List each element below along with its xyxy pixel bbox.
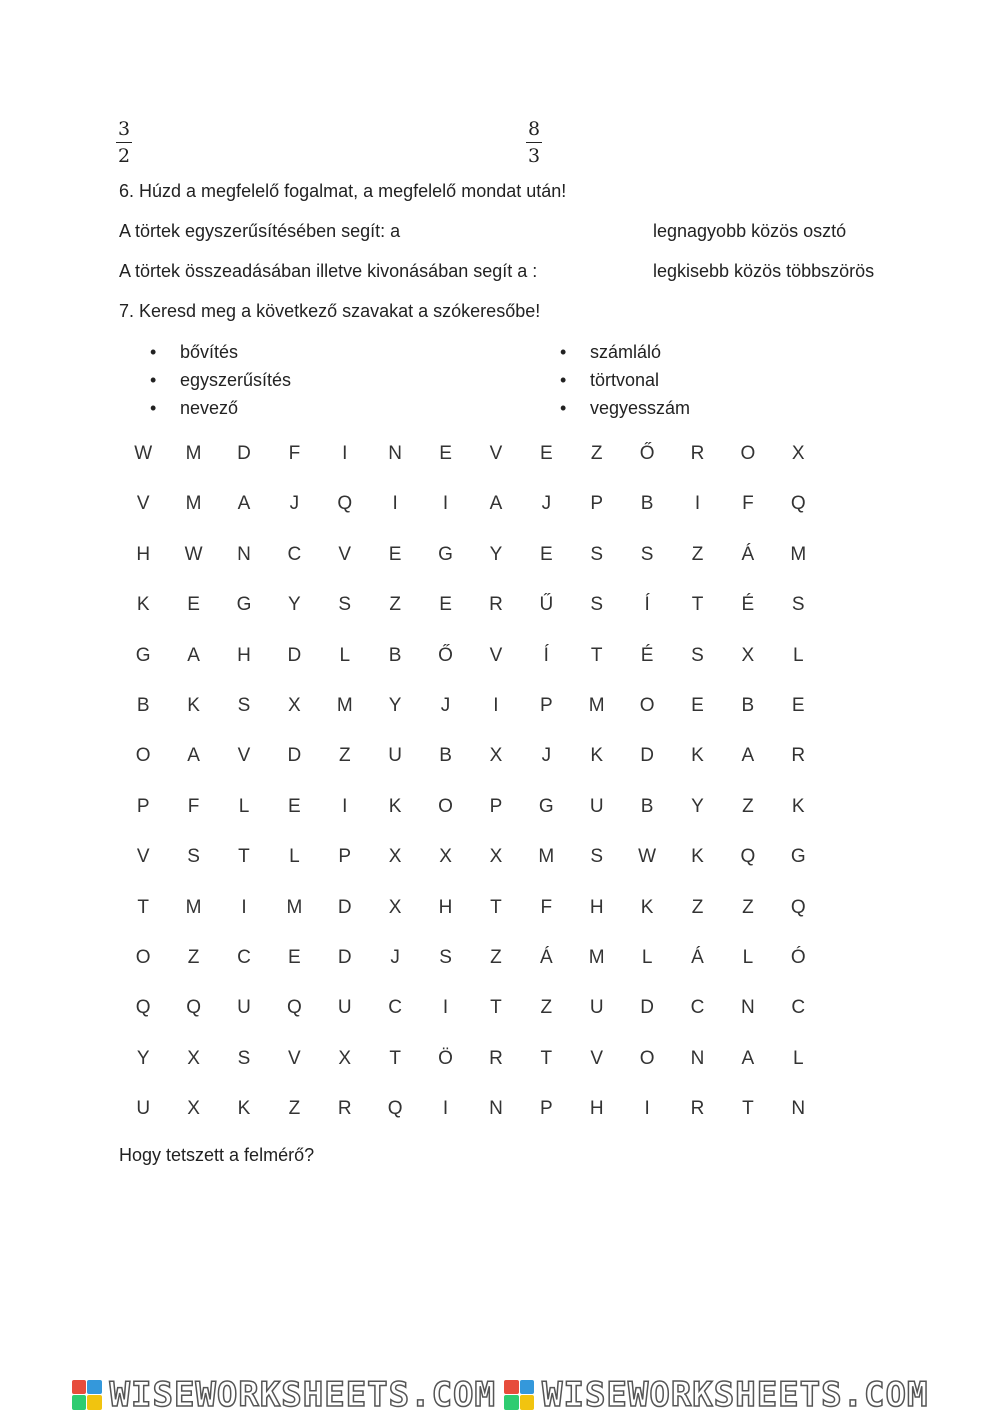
grid-cell[interactable]: W — [184, 543, 203, 565]
task7-title: 7. Keresd meg a következő szavakat a szókeresőbe! — [119, 301, 541, 321]
grid-cell[interactable]: D — [337, 946, 352, 968]
grid-cell[interactable]: Z — [187, 946, 200, 968]
task6-sentence-1: A törtek egyszerűsítésében segít: a — [119, 221, 401, 241]
grid-cell[interactable]: A — [187, 745, 200, 767]
grid-cell[interactable]: Q — [740, 846, 756, 868]
grid-cell[interactable]: M — [588, 946, 605, 968]
grid-cell[interactable]: V — [489, 644, 503, 666]
grid-cell[interactable]: I — [493, 694, 499, 716]
grid-cell[interactable]: O — [740, 443, 756, 464]
grid-cell[interactable]: X — [388, 896, 402, 918]
grid-cell[interactable]: X — [288, 694, 301, 716]
word-search-grid[interactable] — [118, 436, 823, 1141]
grid-cell[interactable]: V — [237, 745, 251, 767]
grid-cell[interactable]: G — [236, 594, 252, 616]
grid-cell[interactable]: E — [187, 594, 200, 616]
grid-cell[interactable]: K — [590, 745, 604, 767]
grid-cell[interactable]: Q — [790, 493, 806, 515]
grid-cell[interactable]: Q — [186, 997, 201, 1019]
grid-cell[interactable]: S — [590, 846, 604, 868]
grid-cell[interactable]: N — [791, 1098, 806, 1120]
grid-cell[interactable]: I — [392, 493, 398, 515]
grid-cell[interactable]: Í — [543, 644, 549, 666]
task6-answer-2[interactable]: legkisebb közös többszörös — [653, 261, 875, 281]
grid-cell[interactable]: O — [438, 795, 453, 817]
grid-cell[interactable]: G — [538, 795, 554, 817]
grid-cell[interactable]: O — [135, 745, 151, 767]
grid-row — [118, 587, 823, 637]
grid-cell[interactable]: X — [741, 644, 755, 666]
grid-row — [118, 486, 823, 536]
grid-cell[interactable]: Z — [742, 795, 754, 817]
grid-cell[interactable]: A — [237, 493, 251, 515]
wise-logo-icon — [72, 1380, 102, 1410]
grid-cell[interactable]: S — [791, 594, 805, 616]
grid-cell[interactable]: Y — [388, 694, 402, 716]
grid-cell[interactable]: Z — [490, 946, 502, 968]
grid-cell[interactable]: K — [640, 896, 654, 918]
grid-cell[interactable]: T — [691, 594, 704, 616]
grid-row — [118, 688, 823, 738]
fraction-3-2 — [116, 118, 132, 167]
closing-question: Hogy tetszett a felmérő? — [119, 1145, 315, 1165]
grid-cell[interactable]: J — [541, 745, 552, 767]
grid-row — [118, 638, 823, 688]
grid-cell[interactable]: Q — [135, 997, 151, 1019]
grid-cell[interactable]: Ő — [639, 443, 655, 464]
grid-row — [118, 738, 823, 788]
grid-cell[interactable]: Q — [790, 896, 806, 918]
grid-cell[interactable]: X — [489, 846, 503, 868]
grid-cell[interactable]: C — [791, 997, 806, 1019]
grid-cell[interactable]: R — [489, 594, 503, 616]
grid-cell[interactable]: C — [237, 946, 251, 968]
grid-cell[interactable]: S — [187, 846, 200, 868]
wise-logo-icon — [504, 1380, 534, 1410]
grid-cell[interactable]: I — [644, 1098, 650, 1120]
grid-cell[interactable]: S — [338, 594, 352, 616]
grid-cell[interactable]: T — [490, 997, 502, 1019]
grid-cell[interactable]: J — [541, 493, 552, 515]
grid-cell[interactable]: K — [136, 594, 150, 616]
grid-cell[interactable]: S — [237, 694, 251, 716]
grid-cell[interactable]: Z — [691, 896, 704, 918]
grid-cell[interactable]: X — [489, 745, 503, 767]
grid-cell[interactable]: I — [694, 493, 701, 515]
grid-cell[interactable]: K — [388, 795, 402, 817]
grid-cell[interactable]: S — [590, 594, 604, 616]
list-item: • törtvonal — [560, 366, 690, 394]
grid-cell[interactable]: B — [741, 694, 755, 716]
grid-cell[interactable]: T — [540, 1047, 553, 1069]
grid-cell[interactable]: N — [388, 443, 403, 464]
grid-cell[interactable]: P — [338, 846, 352, 868]
grid-cell[interactable]: B — [136, 694, 150, 716]
grid-cell[interactable]: G — [438, 543, 453, 565]
grid-cell[interactable]: D — [640, 997, 654, 1019]
grid-cell[interactable]: N — [237, 543, 251, 565]
grid-cell[interactable]: J — [390, 946, 400, 968]
word-list-right — [560, 338, 690, 422]
grid-cell[interactable]: Á — [741, 543, 755, 565]
grid-row — [118, 839, 823, 889]
grid-cell[interactable]: H — [589, 896, 604, 918]
grid-row — [118, 940, 823, 990]
grid-cell[interactable]: S — [439, 946, 452, 968]
grid-cell[interactable]: M — [185, 493, 202, 515]
task6-sentence-2: A törtek összeadásában illetve kivonásában segít a : — [119, 261, 538, 281]
grid-cell[interactable]: T — [590, 644, 603, 666]
grid-cell[interactable]: E — [691, 694, 704, 716]
grid-cell[interactable]: K — [237, 1098, 251, 1120]
grid-cell[interactable]: X — [187, 1047, 200, 1069]
grid-cell[interactable]: H — [136, 543, 151, 565]
list-item: • bővítés — [150, 338, 291, 366]
grid-cell[interactable]: X — [791, 443, 805, 464]
grid-cell[interactable]: I — [442, 997, 449, 1019]
grid-cell[interactable]: Ö — [438, 1047, 453, 1069]
list-item: • számláló — [560, 338, 690, 366]
grid-cell[interactable]: R — [489, 1047, 503, 1069]
grid-cell[interactable]: G — [135, 644, 151, 666]
grid-cell[interactable]: B — [388, 644, 402, 666]
grid-row — [118, 436, 823, 486]
grid-cell[interactable]: Ó — [790, 946, 806, 968]
grid-cell[interactable]: X — [439, 846, 452, 868]
grid-cell[interactable]: N — [489, 1098, 503, 1120]
grid-cell[interactable]: T — [490, 896, 502, 918]
grid-row — [118, 1091, 823, 1141]
grid-cell[interactable]: Z — [691, 543, 704, 565]
grid-cell[interactable]: B — [439, 745, 452, 767]
fraction-bar — [116, 142, 132, 143]
grid-cell[interactable]: V — [489, 443, 503, 464]
grid-cell[interactable]: Z — [338, 745, 351, 767]
grid-cell[interactable]: É — [640, 644, 654, 666]
list-item: • vegyesszám — [560, 394, 690, 422]
grid-cell[interactable]: F — [540, 896, 553, 918]
grid-cell[interactable]: S — [237, 1047, 251, 1069]
grid-cell[interactable]: L — [792, 1047, 804, 1069]
grid-cell[interactable]: F — [288, 443, 301, 464]
grid-cell[interactable]: R — [791, 745, 806, 767]
grid-cell[interactable]: N — [741, 997, 755, 1019]
grid-cell[interactable]: O — [639, 694, 655, 716]
grid-row — [118, 789, 823, 839]
grid-cell[interactable]: Z — [288, 1098, 301, 1120]
grid-cell[interactable]: E — [288, 795, 301, 817]
grid-cell[interactable]: M — [588, 694, 605, 716]
grid-cell[interactable]: A — [741, 745, 755, 767]
grid-cell[interactable]: T — [389, 1047, 401, 1069]
grid-cell[interactable]: E — [539, 443, 553, 464]
grid-cell[interactable]: D — [640, 745, 654, 767]
watermark-text: WISEWORKSHEETS.COM — [109, 1374, 496, 1415]
grid-cell[interactable]: P — [590, 493, 604, 515]
grid-cell[interactable]: I — [442, 1098, 449, 1120]
grid-cell[interactable]: M — [538, 846, 555, 868]
grid-cell[interactable]: X — [187, 1098, 200, 1120]
grid-row — [118, 890, 823, 940]
grid-cell[interactable]: V — [288, 1047, 301, 1069]
grid-cell[interactable]: U — [589, 795, 604, 817]
fraction-denominator: 2 — [117, 145, 131, 167]
grid-row — [118, 537, 823, 587]
grid-cell[interactable]: U — [237, 997, 251, 1019]
grid-cell[interactable]: W — [638, 846, 657, 868]
grid-cell[interactable]: A — [741, 1047, 755, 1069]
fraction-denominator: 3 — [527, 145, 541, 167]
task6-title: 6. Húzd a megfelelő fogalmat, a megfelelő mondat után! — [119, 181, 567, 201]
grid-cell[interactable]: L — [339, 644, 351, 666]
grid-cell[interactable]: L — [289, 846, 300, 868]
grid-cell[interactable]: S — [640, 543, 654, 565]
grid-cell[interactable]: Y — [288, 594, 301, 616]
grid-cell[interactable]: E — [539, 543, 553, 565]
grid-cell[interactable]: L — [641, 946, 653, 968]
grid-row — [118, 1041, 823, 1091]
grid-cell[interactable]: Z — [389, 594, 401, 616]
grid-cell[interactable]: Y — [136, 1047, 150, 1069]
grid-cell[interactable]: J — [440, 694, 451, 716]
grid-cell[interactable]: M — [790, 543, 807, 565]
grid-cell[interactable]: H — [237, 644, 251, 666]
grid-cell[interactable]: A — [489, 493, 503, 515]
grid-cell[interactable]: O — [135, 946, 151, 968]
grid-cell[interactable]: S — [691, 644, 704, 666]
watermark-text: WISEWORKSHEETS.COM — [542, 1374, 929, 1415]
grid-cell[interactable]: Í — [644, 594, 650, 616]
grid-cell[interactable]: E — [791, 694, 805, 716]
grid-cell[interactable]: Q — [387, 1098, 403, 1120]
grid-cell[interactable]: I — [241, 896, 247, 918]
grid-cell[interactable]: I — [342, 795, 348, 817]
grid-cell[interactable]: N — [690, 1047, 705, 1069]
grid-cell[interactable]: O — [639, 1047, 655, 1069]
grid-cell[interactable]: H — [589, 1098, 604, 1120]
grid-cell[interactable]: X — [388, 846, 402, 868]
grid-cell[interactable]: Ő — [438, 644, 453, 666]
grid-cell[interactable]: B — [640, 493, 654, 515]
grid-cell[interactable]: C — [388, 997, 403, 1019]
fraction-numerator: 3 — [117, 118, 131, 140]
grid-cell[interactable]: T — [137, 896, 149, 918]
grid-cell[interactable]: V — [590, 1047, 604, 1069]
grid-cell[interactable]: Á — [691, 946, 704, 968]
grid-cell[interactable]: D — [237, 443, 251, 464]
grid-row — [118, 990, 823, 1040]
grid-cell[interactable]: C — [287, 543, 302, 565]
grid-cell[interactable]: U — [589, 997, 604, 1019]
grid-cell[interactable]: T — [238, 846, 250, 868]
grid-cell[interactable]: F — [742, 493, 754, 515]
grid-cell[interactable]: L — [742, 946, 754, 968]
grid-cell[interactable]: R — [337, 1098, 352, 1120]
grid-cell[interactable]: M — [286, 896, 303, 918]
grid-cell[interactable]: J — [289, 493, 300, 515]
grid-cell[interactable]: R — [690, 443, 705, 464]
grid-cell[interactable]: Y — [489, 543, 503, 565]
grid-cell[interactable]: Z — [742, 896, 754, 918]
task6-answer-1[interactable]: legnagyobb közös osztó — [653, 221, 847, 241]
grid-cell[interactable]: D — [287, 644, 302, 666]
grid-cell[interactable]: M — [185, 896, 202, 918]
grid-cell[interactable]: D — [287, 745, 302, 767]
grid-cell[interactable]: S — [590, 543, 604, 565]
grid-cell[interactable]: I — [342, 443, 348, 464]
grid-cell[interactable]: R — [690, 1098, 705, 1120]
grid-cell[interactable]: M — [336, 694, 353, 716]
grid-cell[interactable]: M — [185, 443, 202, 464]
grid-cell[interactable]: E — [439, 443, 452, 464]
grid-cell[interactable]: L — [238, 795, 250, 817]
grid-cell[interactable]: L — [792, 644, 804, 666]
grid-cell[interactable]: Q — [286, 997, 302, 1019]
grid-cell[interactable]: A — [187, 644, 200, 666]
grid-cell[interactable]: U — [136, 1098, 151, 1120]
fraction-8-3 — [526, 118, 542, 167]
watermark-footer — [0, 1376, 1000, 1413]
grid-cell[interactable]: K — [187, 694, 200, 716]
grid-cell[interactable]: U — [388, 745, 403, 767]
list-item: • egyszerűsítés — [150, 366, 291, 394]
grid-cell[interactable]: K — [691, 846, 704, 868]
grid-cell[interactable]: Z — [590, 443, 603, 464]
grid-cell[interactable]: I — [442, 493, 449, 515]
grid-cell[interactable]: Q — [337, 493, 353, 515]
grid-cell[interactable]: Y — [691, 795, 704, 817]
grid-cell[interactable]: H — [438, 896, 453, 918]
grid-cell[interactable]: C — [690, 997, 705, 1019]
fraction-bar — [526, 142, 542, 143]
grid-cell[interactable]: Z — [540, 997, 553, 1019]
grid-cell[interactable]: E — [439, 594, 452, 616]
grid-cell[interactable]: V — [338, 543, 352, 565]
grid-cell[interactable]: P — [539, 1098, 553, 1120]
grid-cell[interactable]: K — [691, 745, 704, 767]
list-item: • nevező — [150, 394, 291, 422]
grid-cell[interactable]: W — [134, 443, 153, 464]
grid-cell[interactable]: K — [791, 795, 805, 817]
grid-cell[interactable]: Ű — [539, 594, 554, 616]
grid-cell[interactable]: P — [136, 795, 150, 817]
grid-cell[interactable]: E — [288, 946, 301, 968]
fraction-numerator: 8 — [527, 118, 541, 140]
grid-cell[interactable]: E — [388, 543, 402, 565]
grid-cell[interactable]: Á — [539, 946, 553, 968]
grid-cell[interactable]: V — [136, 846, 150, 868]
grid-cell[interactable]: X — [338, 1047, 352, 1069]
grid-cell[interactable]: U — [337, 997, 352, 1019]
grid-cell[interactable]: D — [337, 896, 352, 918]
grid-cell[interactable]: P — [539, 694, 553, 716]
grid-cell[interactable]: T — [742, 1098, 754, 1120]
grid-cell[interactable]: V — [136, 493, 150, 515]
grid-cell[interactable]: B — [640, 795, 654, 817]
grid-cell[interactable]: É — [741, 594, 755, 616]
grid-cell[interactable]: P — [489, 795, 503, 817]
grid-cell[interactable]: G — [790, 846, 806, 868]
grid-cell[interactable]: F — [187, 795, 200, 817]
word-list-left — [150, 338, 291, 422]
